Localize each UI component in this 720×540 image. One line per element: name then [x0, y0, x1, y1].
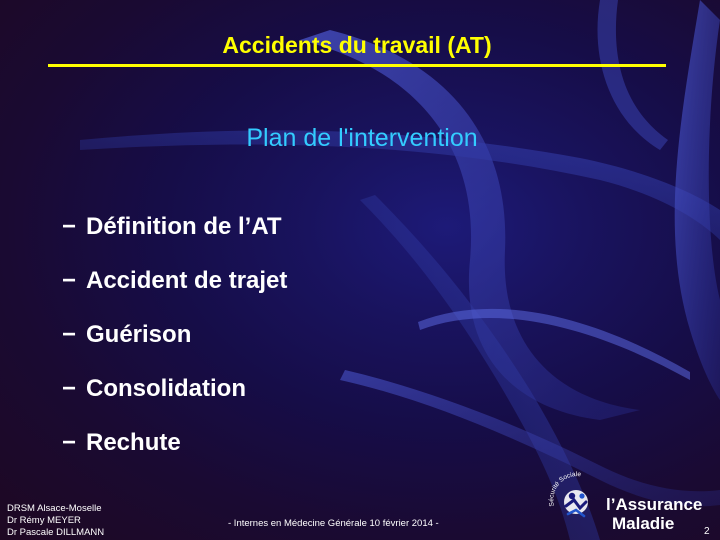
footer-authors — [7, 503, 104, 539]
bullet-item — [62, 254, 287, 308]
bullet-text: Accident de trajet — [86, 267, 288, 294]
slide-title: Accidents du travail (AT) — [222, 32, 492, 58]
page-number: 2 — [704, 526, 710, 537]
logo-emblem-text: Sécurité Sociale — [548, 471, 582, 507]
bullet-text: Rechute — [86, 429, 181, 456]
bullet-dash: − — [62, 267, 77, 294]
assurance-maladie-logo — [546, 466, 703, 538]
bullet-dash: − — [62, 429, 77, 456]
bullet-text: Guérison — [86, 321, 192, 348]
bullet-item — [62, 200, 287, 254]
logo-line-2: Maladie — [612, 514, 675, 533]
bullet-text: Consolidation — [86, 375, 246, 402]
slide-subtitle: Plan de l'intervention — [246, 124, 478, 152]
footer-author-1: Dr Rémy MEYER — [7, 515, 81, 526]
bullet-item — [62, 308, 287, 362]
bullet-dash: − — [62, 213, 77, 240]
footer-author-2: Dr Pascale DILLMANN — [7, 527, 105, 538]
footer-org: DRSM Alsace-Moselle — [7, 503, 102, 514]
bullet-item — [62, 362, 287, 416]
bullet-dash: − — [62, 321, 77, 348]
bullet-text: Définition de l’AT — [86, 213, 282, 240]
bullet-item — [62, 416, 287, 470]
ribbon-large — [300, 30, 640, 420]
bullet-dash: − — [62, 375, 77, 402]
title-underline — [48, 64, 666, 67]
logo-emblem-icon — [546, 466, 606, 532]
logo-line-1: l’Assurance — [606, 495, 703, 514]
ribbon-right — [675, 0, 720, 400]
footer-event: - Internes en Médecine Générale 10 février 2014 - — [228, 518, 439, 529]
bullet-list — [62, 200, 287, 470]
ribbon-thin — [418, 309, 690, 380]
